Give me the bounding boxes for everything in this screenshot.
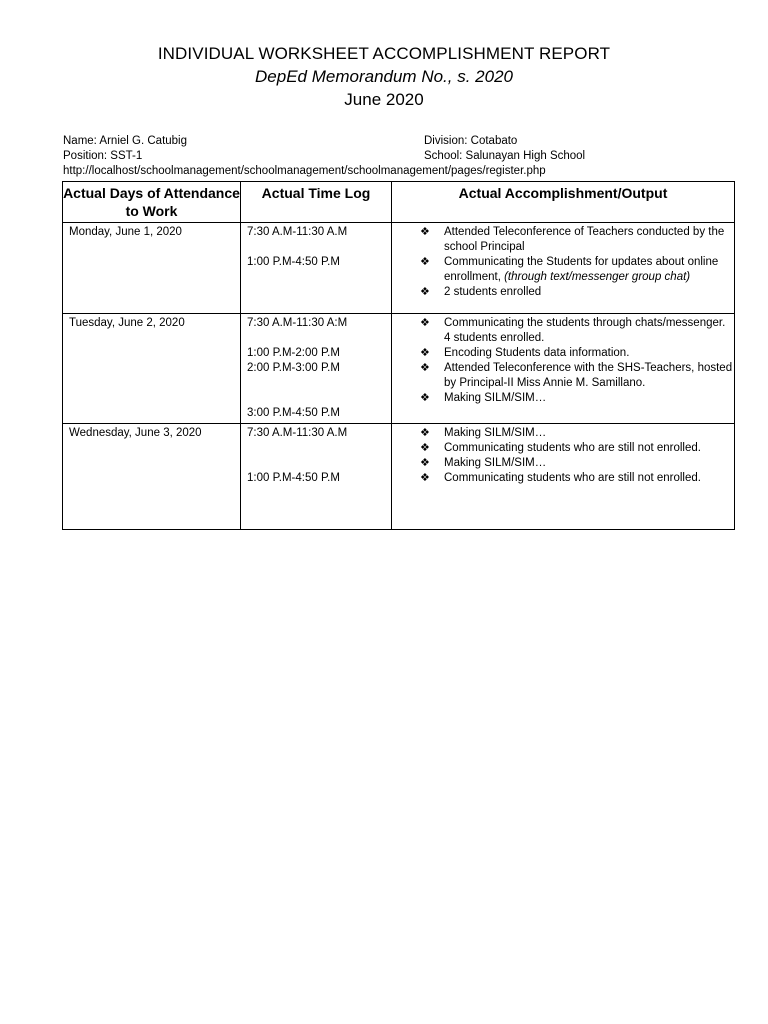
accomplishment-list xyxy=(392,316,734,406)
day-cell: Tuesday, June 2, 2020 xyxy=(63,314,241,424)
time-entry xyxy=(247,240,391,255)
list-item xyxy=(420,391,734,406)
report-header xyxy=(0,42,768,112)
table-row xyxy=(63,314,735,424)
time-entry: 1:00 P.M-2:00 P.M xyxy=(247,347,340,359)
accomplishment-text: Making SILM/SIM… xyxy=(444,427,547,439)
list-item xyxy=(420,225,734,255)
time-entry: 7:30 A.M-11:30 A.M xyxy=(247,226,348,238)
header-accomplishment: Actual Accomplishment/Output xyxy=(392,182,735,223)
time-entry: 3:00 P.M-4:50 P.M xyxy=(247,407,340,419)
header-time-log: Actual Time Log xyxy=(241,182,392,223)
time-entry xyxy=(247,391,391,406)
register-url: http://localhost/schoolmanagement/schoolmanagement/schoolmanagement/pages/register.php xyxy=(63,165,546,177)
employee-position: Position: SST-1 xyxy=(63,150,143,162)
school-name: School: Salunayan High School xyxy=(424,150,586,162)
accomplishment-cell xyxy=(392,314,735,424)
division-name: Division: Cotabato xyxy=(424,135,518,147)
diamond-bullet-icon: ❖ xyxy=(420,286,430,298)
report-title: INDIVIDUAL WORKSHEET ACCOMPLISHMENT REPORT xyxy=(157,44,611,63)
list-item xyxy=(420,346,734,361)
day-cell: Wednesday, June 3, 2020 xyxy=(63,424,241,530)
table-row xyxy=(63,424,735,530)
time-entry xyxy=(247,441,391,456)
time-entry xyxy=(247,456,391,471)
diamond-bullet-icon: ❖ xyxy=(420,472,430,484)
table-row xyxy=(63,223,735,314)
diamond-bullet-icon: ❖ xyxy=(420,347,430,359)
employee-info xyxy=(63,134,187,164)
time-log-cell xyxy=(241,223,392,314)
diamond-bullet-icon: ❖ xyxy=(420,427,430,439)
accomplishment-text: Encoding Students data information. xyxy=(444,347,630,359)
accomplishment-list xyxy=(392,426,734,486)
accomplishment-text: Making SILM/SIM… xyxy=(444,392,547,404)
diamond-bullet-icon: ❖ xyxy=(420,442,430,454)
accomplishment-text: 2 students enrolled xyxy=(444,286,542,298)
list-item xyxy=(420,471,734,486)
accomplishment-text: Communicating the Students for updates about online enrollment, xyxy=(444,256,719,283)
time-log-cell xyxy=(241,424,392,530)
accomplishment-text: Communicating students who are still not enrolled. xyxy=(444,472,701,484)
time-entry xyxy=(247,376,391,391)
time-entry: 1:00 P.M-4:50 P.M xyxy=(247,472,340,484)
employee-name: Name: Arniel G. Catubig xyxy=(63,135,188,147)
diamond-bullet-icon: ❖ xyxy=(420,256,430,268)
diamond-bullet-icon: ❖ xyxy=(420,362,430,374)
list-item xyxy=(420,255,734,285)
accomplishment-text: Communicating the students through chats/messenger. 4 students enrolled. xyxy=(444,317,726,344)
accomplishment-table xyxy=(62,181,735,530)
day-cell: Monday, June 1, 2020 xyxy=(63,223,241,314)
time-entry: 2:00 P.M-3:00 P.M xyxy=(247,362,340,374)
time-entry: 1:00 P.M-4:50 P.M xyxy=(247,256,340,268)
memo-reference: DepEd Memorandum No., s. 2020 xyxy=(255,67,513,86)
list-item xyxy=(420,361,734,391)
diamond-bullet-icon: ❖ xyxy=(420,317,430,329)
header-days: Actual Days of Attendance to Work xyxy=(63,182,241,223)
diamond-bullet-icon: ❖ xyxy=(420,392,430,404)
accomplishment-list xyxy=(392,225,734,300)
diamond-bullet-icon: ❖ xyxy=(420,226,430,238)
time-entry xyxy=(247,331,391,346)
accomplishment-note: (through text/messenger group chat) xyxy=(504,271,691,283)
list-item xyxy=(420,426,734,441)
list-item xyxy=(420,456,734,471)
accomplishment-text: Attended Teleconference with the SHS-Teachers, hosted by Principal-II Miss Annie M. Samillano. xyxy=(444,362,733,389)
time-entry: 7:30 A.M-11:30 A:M xyxy=(247,317,348,329)
accomplishment-text: Making SILM/SIM… xyxy=(444,457,547,469)
accomplishment-cell xyxy=(392,223,735,314)
list-item xyxy=(420,441,734,456)
accomplishment-text: Attended Teleconference of Teachers conducted by the school Principal xyxy=(444,226,725,253)
list-item xyxy=(420,285,734,300)
time-entry: 7:30 A.M-11:30 A.M xyxy=(247,427,348,439)
time-log-cell xyxy=(241,314,392,424)
list-item xyxy=(420,316,734,346)
table-header-row xyxy=(63,182,735,223)
accomplishment-cell xyxy=(392,424,735,530)
school-info xyxy=(424,134,585,164)
diamond-bullet-icon: ❖ xyxy=(420,457,430,469)
report-period: June 2020 xyxy=(344,90,424,109)
accomplishment-text: Communicating students who are still not enrolled. xyxy=(444,442,701,454)
